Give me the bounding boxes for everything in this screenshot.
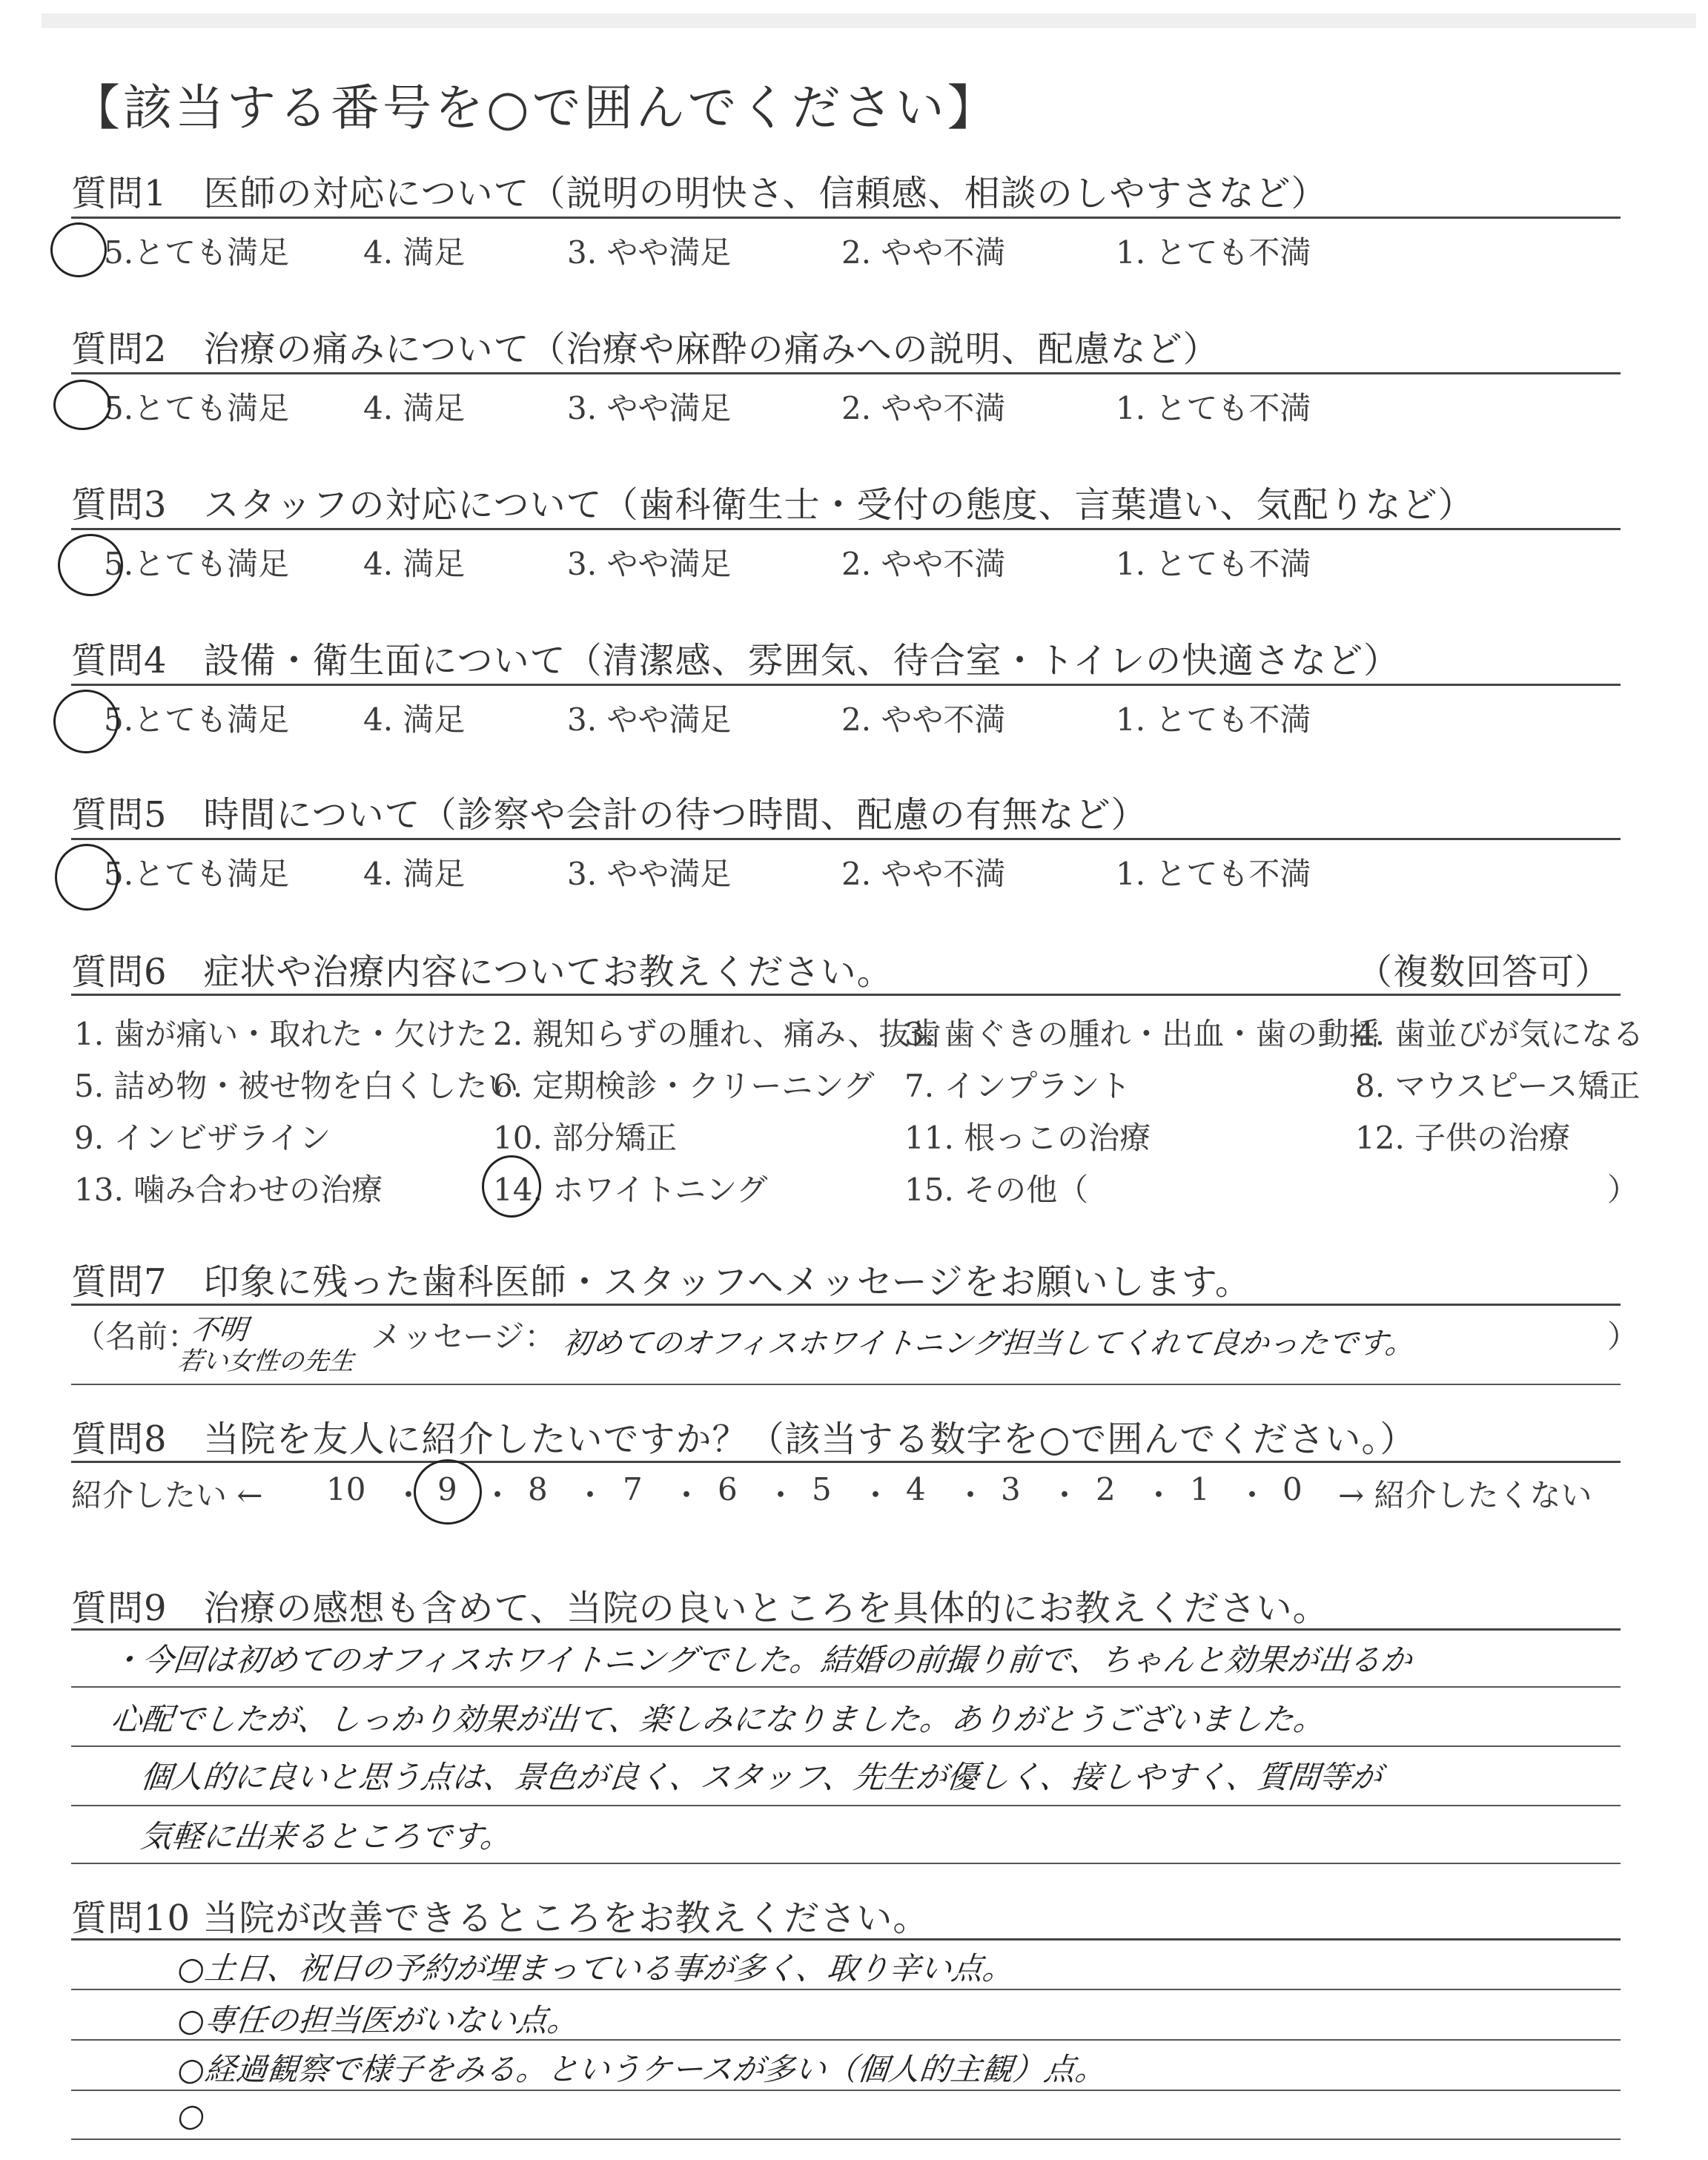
question-9-rule [71,1628,1621,1631]
question-7-title: 質問7 印象に残った歯科医師・スタッフへメッセージをお願いします。 [71,1261,1251,1303]
q6-item-3[interactable]: 3. 歯ぐきの腫れ・出血・歯の動揺 [904,1016,1380,1052]
q9-line-1 [71,1686,1621,1688]
q8-sep-2: ・ [482,1477,514,1513]
q7-name-line1: 不明 [189,1313,249,1346]
q10-line-4 [71,2138,1621,2140]
q10-answer-line-3: ○経過観察で様子をみる。というケースが多い（個人的主観）点。 [176,2051,1108,2087]
q3-selection-circle [58,534,123,596]
q10-answer-line-4: ○ [176,2097,208,2133]
form-heading: 【該当する番号を○で囲んでください】 [71,79,999,136]
q6-selection-circle [482,1155,541,1218]
question-2-title: 質問2 治療の痛みについて（治療や麻酔の痛みへの説明、配慮など） [71,328,1219,370]
q6-item-8[interactable]: 8. マウスピース矯正 [1355,1068,1641,1104]
q5-selection-circle [55,844,119,911]
q7-bottom-rule [71,1384,1621,1385]
q7-message-label: メッセージ： [371,1318,556,1355]
q7-message-text: 初めてのオフィスホワイトニング担当してくれて良かったです。 [561,1327,1417,1361]
q8-option-2[interactable]: 2 [1096,1471,1116,1507]
q1-selection-circle [50,222,107,277]
q6-item-14[interactable]: 14. ホワイトニング [493,1172,768,1208]
q8-option-6[interactable]: 6 [718,1471,738,1507]
q6-item-4[interactable]: 4. 歯並びが気になる [1355,1016,1644,1052]
q4-option-3[interactable]: 3. やや満足 [567,701,732,738]
question-8-title: 質問8 当院を友人に紹介したいですか？（該当する数字を○で囲んでください。） [71,1418,1417,1460]
question-2-rule [71,372,1621,374]
q6-item-6[interactable]: 6. 定期検診・クリーニング [493,1068,875,1104]
q9-answer-line-3: 個人的に良いと思う点は、景色が良く、スタッフ、先生が優しく、接しやすく、質問等が [139,1759,1384,1795]
q5-option-4[interactable]: 4. 満足 [363,856,466,892]
question-4-title: 質問4 設備・衛生面について（清潔感、雰囲気、待合室・トイレの快適さなど） [71,640,1400,681]
q3-option-3[interactable]: 3. やや満足 [567,546,732,582]
q8-right-label: → 紹介したくない [1338,1477,1592,1513]
question-6-title: 質問6 症状や治療内容についてお教えください。 [71,951,893,993]
q8-sep-9: ・ [1143,1477,1175,1513]
q8-sep-8: ・ [1049,1477,1081,1513]
q9-answer-line-4: 気軽に出来るところです。 [139,1818,514,1855]
q4-option-2[interactable]: 2. やや不満 [841,701,1006,738]
q9-line-2 [71,1745,1621,1747]
q7-name-label: （名前： [74,1318,199,1355]
q9-answer-line-2: 心配でしたが、しっかり効果が出て、楽しみになりました。ありがとうございました。 [109,1701,1327,1737]
q5-option-1[interactable]: 1. とても不満 [1116,856,1311,892]
q7-name-line2: 若い女性の先生 [176,1347,356,1376]
q10-line-1 [71,1989,1621,1990]
q3-option-4[interactable]: 4. 満足 [363,546,466,582]
q2-option-2[interactable]: 2. やや不満 [841,390,1006,426]
q6-item-11[interactable]: 11. 根っこの治療 [904,1120,1151,1156]
q8-option-7[interactable]: 7 [623,1471,643,1507]
q3-option-1[interactable]: 1. とても不満 [1116,546,1311,582]
question-10-rule [71,1938,1621,1941]
q8-sep-7: ・ [955,1477,987,1513]
q8-sep-6: ・ [860,1477,892,1513]
q10-line-3 [71,2090,1621,2091]
q1-option-2[interactable]: 2. やや不満 [841,234,1006,271]
q2-option-4[interactable]: 4. 満足 [363,390,466,426]
question-1-rule [71,217,1621,219]
q2-selection-circle [53,380,111,430]
question-7-rule [71,1304,1621,1306]
q4-option-5[interactable]: 5.とても満足 [104,701,290,738]
q4-option-1[interactable]: 1. とても不満 [1116,701,1311,738]
q6-item-10[interactable]: 10. 部分矯正 [493,1120,678,1156]
q10-answer-line-1: ○土日、祝日の予約が埋まっている事が多く、取り辛い点。 [176,1950,1016,1986]
q4-option-4[interactable]: 4. 満足 [363,701,466,738]
q6-item-12[interactable]: 12. 子供の治療 [1355,1120,1571,1156]
q8-sep-1: ・ [393,1477,425,1513]
q8-option-10[interactable]: 10 [326,1471,366,1507]
question-9-title: 質問9 治療の感想も含めて、当院の良いところを具体的にお教えください。 [71,1588,1329,1629]
question-10-title: 質問10 当院が改善できるところをお教えください。 [71,1898,930,1939]
q8-option-1[interactable]: 1 [1190,1471,1210,1507]
q8-left-label: 紹介したい ← [71,1477,263,1513]
q9-answer-line-1: ・今回は初めてのオフィスホワイトニングでした。結婚の前撮り前で、ちゃんと効果が出るか [109,1642,1414,1678]
q6-item-15-close: ） [1607,1172,1639,1208]
scan-top-edge [42,13,1696,28]
q8-option-4[interactable]: 4 [906,1471,926,1507]
q8-option-9[interactable]: 9 [437,1471,457,1507]
q3-option-2[interactable]: 2. やや不満 [841,546,1006,582]
q6-item-5[interactable]: 5. 詰め物・被せ物を白くしたい [74,1068,519,1104]
q4-selection-circle [53,690,119,753]
q8-sep-10: ・ [1237,1477,1268,1513]
q2-option-3[interactable]: 3. やや満足 [567,390,732,426]
question-3-title: 質問3 スタッフの対応について（歯科衛生士・受付の態度、言葉遣い、気配りなど） [71,484,1474,526]
q5-option-2[interactable]: 2. やや不満 [841,856,1006,892]
question-4-rule [71,684,1621,686]
q8-sep-4: ・ [671,1477,703,1513]
question-5-title: 質問5 時間について（診察や会計の待つ時間、配慮の有無など） [71,794,1148,836]
q3-option-5[interactable]: 5.とても満足 [104,546,290,582]
q8-selection-circle [414,1459,482,1525]
q8-option-5[interactable]: 5 [812,1471,832,1507]
q8-option-0[interactable]: 0 [1282,1471,1302,1507]
q2-option-5[interactable]: 5.とても満足 [104,390,290,426]
question-3-rule [71,528,1621,530]
q8-option-8[interactable]: 8 [528,1471,548,1507]
q10-answer-line-2: ○専任の担当医がいない点。 [176,2002,580,2038]
q6-item-1[interactable]: 1. 歯が痛い・取れた・欠けた [74,1016,488,1052]
q8-option-3[interactable]: 3 [1001,1471,1021,1507]
q5-option-5[interactable]: 5.とても満足 [104,856,290,892]
q1-option-5[interactable]: 5.とても満足 [104,234,290,271]
q8-sep-3: ・ [575,1477,606,1513]
q6-item-13[interactable]: 13. 噛み合わせの治療 [74,1172,383,1208]
question-8-rule [71,1461,1621,1463]
q5-option-3[interactable]: 3. やや満足 [567,856,732,892]
q10-line-2 [71,2039,1621,2041]
q6-item-9[interactable]: 9. インビザライン [74,1120,331,1156]
q9-line-4 [71,1863,1621,1864]
q8-sep-5: ・ [765,1477,797,1513]
q1-option-4[interactable]: 4. 満足 [363,234,466,271]
question-6-rule [71,994,1621,996]
question-5-rule [71,838,1621,840]
question-1-title: 質問1 医師の対応について（説明の明快さ、信頼感、相談のしやすさなど） [71,173,1328,214]
q6-item-7[interactable]: 7. インプラント [904,1068,1131,1104]
q6-item-2[interactable]: 2. 親知らずの腫れ、痛み、抜歯 [493,1016,941,1052]
q1-option-1[interactable]: 1. とても不満 [1116,234,1311,271]
q2-option-1[interactable]: 1. とても不満 [1116,390,1311,426]
q9-line-3 [71,1805,1621,1806]
q6-item-15[interactable]: 15. その他（ [904,1172,1089,1208]
q1-option-3[interactable]: 3. やや満足 [567,234,732,271]
q7-close-paren: ） [1607,1318,1639,1355]
question-6-multiple-note: （複数回答可） [1357,951,1612,993]
